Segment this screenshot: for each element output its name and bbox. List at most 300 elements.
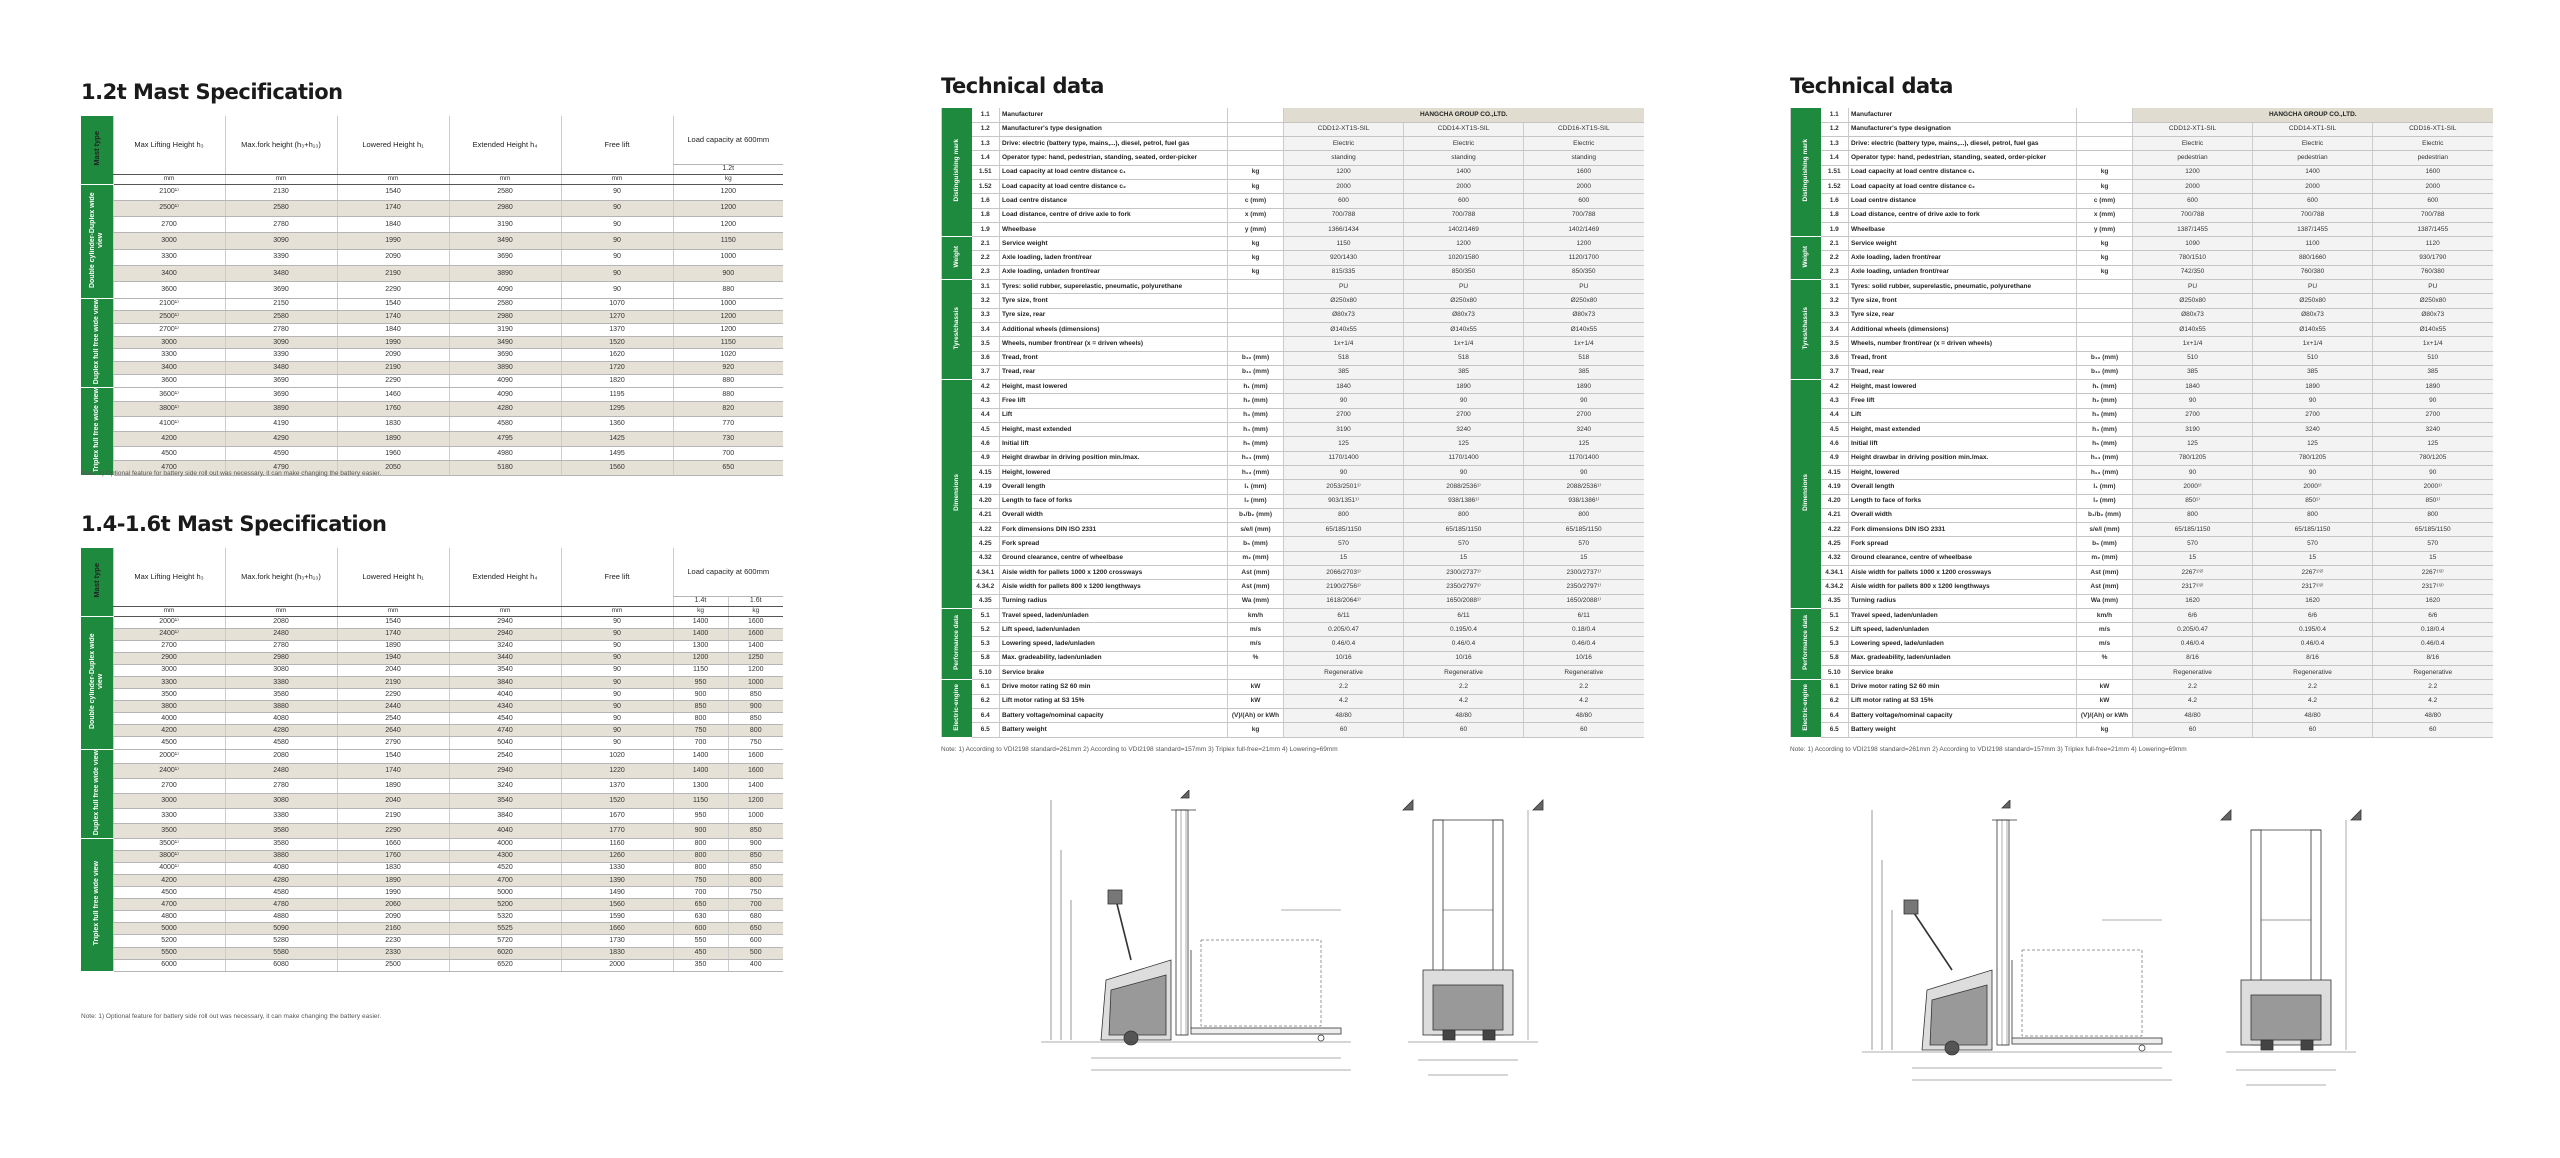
cell: 1170/1400 xyxy=(1284,451,1404,465)
spec-row xyxy=(942,394,1644,408)
cell: 4.34.1 xyxy=(972,566,1000,580)
cell xyxy=(2077,294,2133,308)
cell: kg xyxy=(2077,237,2133,251)
cell: 2700 xyxy=(1284,408,1404,422)
spec-row xyxy=(1791,179,2493,193)
cell: 400 xyxy=(728,959,783,971)
group-name: Tyres/chassis xyxy=(1801,306,1809,350)
cell: mm xyxy=(225,606,337,616)
cell: 3190 xyxy=(1284,423,1404,437)
cell: h₁₃ (mm) xyxy=(1228,465,1284,479)
spec-row xyxy=(942,637,1644,651)
cell: Ast (mm) xyxy=(2077,580,2133,594)
spec-group-label xyxy=(942,280,972,380)
cell: 2900 xyxy=(113,652,225,664)
truck-side-view-drawing xyxy=(1852,800,2182,1090)
cell: 4.20 xyxy=(972,494,1000,508)
cell: 1890 xyxy=(2253,380,2373,394)
cell: 6/6 xyxy=(2253,608,2373,622)
cell: h₃ (mm) xyxy=(2077,408,2133,422)
cell: h₁ (mm) xyxy=(2077,380,2133,394)
cell: 4500 xyxy=(113,887,225,899)
mast1416-table xyxy=(81,548,783,972)
cell: 4.2 xyxy=(1524,694,1644,708)
cell: 5720 xyxy=(449,935,561,947)
spec-group-label xyxy=(942,237,972,280)
cell: 1370 xyxy=(561,323,673,336)
cell: 600 xyxy=(1404,194,1524,208)
spec-row xyxy=(942,523,1644,537)
spec-row xyxy=(1791,122,2493,136)
cell: 90 xyxy=(561,725,673,737)
cell: kg xyxy=(1228,265,1284,279)
cell: Lowering speed, lade/unladen xyxy=(1849,637,2077,651)
table-row xyxy=(81,676,783,688)
cell: Electric xyxy=(1284,137,1404,151)
column-header: Free lift xyxy=(561,116,673,174)
techC-title: Technical data xyxy=(1790,74,1953,98)
cell: Aisle width for pallets 800 x 1200 lengthways xyxy=(1849,580,2077,594)
cell: 3.1 xyxy=(972,280,1000,294)
cell: 1200 xyxy=(728,664,783,676)
cell: Tyres: solid rubber, superelastic, pneumatic, polyurethane xyxy=(1849,280,2077,294)
cell: Lift motor rating at S3 15% xyxy=(1000,694,1228,708)
cell: 3400 xyxy=(113,362,225,375)
cell: m/s xyxy=(1228,623,1284,637)
cell: 518 xyxy=(1404,351,1524,365)
cell: 125 xyxy=(2373,437,2493,451)
cell: 5.2 xyxy=(972,623,1000,637)
table-row xyxy=(81,947,783,959)
cell: Wheelbase xyxy=(1849,222,2077,236)
cell: kW xyxy=(2077,694,2133,708)
cell: Lift motor rating at S3 15% xyxy=(1849,694,2077,708)
table-row xyxy=(81,850,783,862)
cell: 2100¹⁾ xyxy=(113,184,225,200)
cell: 1.3 xyxy=(1821,137,1849,151)
cell: 2700 xyxy=(1404,408,1524,422)
units-row xyxy=(81,174,783,184)
cell: 3380 xyxy=(225,676,337,688)
cell: Height, mast lowered xyxy=(1000,380,1228,394)
cell: 4.32 xyxy=(972,551,1000,565)
cell: 60 xyxy=(2373,723,2493,737)
spec-row xyxy=(942,337,1644,351)
cell: 700 xyxy=(728,899,783,911)
cell: 90 xyxy=(1284,394,1404,408)
cell: 1170/1400 xyxy=(1524,451,1644,465)
cell: mm xyxy=(561,174,673,184)
cell: 1150 xyxy=(1284,237,1404,251)
cell: 15 xyxy=(1404,551,1524,565)
cell: 1150 xyxy=(673,336,783,349)
cell: Electric xyxy=(2253,137,2373,151)
cell: 65/185/1150 xyxy=(2373,523,2493,537)
cell: h₃ (mm) xyxy=(1228,408,1284,422)
cell: 1020/1580 xyxy=(1404,251,1524,265)
cell: 3480 xyxy=(225,265,337,281)
group-name: Triplex full free wide view xyxy=(92,861,100,946)
cell: 742/350 xyxy=(2133,265,2253,279)
cell: b₁₀ (mm) xyxy=(1228,351,1284,365)
cell: 1830 xyxy=(337,417,449,432)
cell: 800 xyxy=(2253,508,2373,522)
cell: 5200 xyxy=(449,899,561,911)
cell: Initial lift xyxy=(1849,437,2077,451)
cell: 1520 xyxy=(561,336,673,349)
cell: 1890 xyxy=(1524,380,1644,394)
cell: 4090 xyxy=(449,374,561,387)
cell: 2.2 xyxy=(2133,680,2253,694)
cell: 1620 xyxy=(2253,594,2373,608)
cell: 5500 xyxy=(113,947,225,959)
cell: Electric xyxy=(1404,137,1524,151)
cell: 1220 xyxy=(561,764,673,779)
cell: Ø80x73 xyxy=(1524,308,1644,322)
cell: 3880 xyxy=(225,850,337,862)
cell: 4.2 xyxy=(2133,694,2253,708)
spec-row xyxy=(942,494,1644,508)
cell: 90 xyxy=(561,628,673,640)
cell: 1540 xyxy=(337,298,449,311)
cell: 2.1 xyxy=(1821,237,1849,251)
cell: 3440 xyxy=(449,652,561,664)
spec-row xyxy=(1791,280,2493,294)
cell: 3400 xyxy=(113,265,225,281)
cell: Service weight xyxy=(1000,237,1228,251)
cell: 700/788 xyxy=(2133,208,2253,222)
spec-row xyxy=(1791,337,2493,351)
cell: 90 xyxy=(1524,394,1644,408)
cell: 1.8 xyxy=(972,208,1000,222)
spec-row xyxy=(942,551,1644,565)
cell: 3.1 xyxy=(1821,280,1849,294)
cell: 90 xyxy=(561,713,673,725)
cell: 1990 xyxy=(337,887,449,899)
table-row xyxy=(81,652,783,664)
cell: 90 xyxy=(561,233,673,249)
cell: 0.46/0.4 xyxy=(1524,637,1644,651)
cell: 3240 xyxy=(2253,423,2373,437)
cell: 4.25 xyxy=(1821,537,1849,551)
cell: 2.2 xyxy=(1404,680,1524,694)
cell: pedestrian xyxy=(2133,151,2253,165)
table-row xyxy=(81,323,783,336)
cell: 125 xyxy=(1404,437,1524,451)
cell: Ø140x55 xyxy=(1524,322,1644,336)
cell: 1120 xyxy=(2373,237,2493,251)
cell: Fork dimensions DIN ISO 2331 xyxy=(1000,523,1228,537)
cell: 2290 xyxy=(337,374,449,387)
cell: 2780 xyxy=(225,217,337,233)
cell: 0.195/0.4 xyxy=(1404,623,1524,637)
spec-row xyxy=(1791,322,2493,336)
cell: 90 xyxy=(561,640,673,652)
cell: 4080 xyxy=(225,862,337,874)
cell: 90 xyxy=(561,249,673,265)
cell: 1x+1/4 xyxy=(2133,337,2253,351)
cell: 2090 xyxy=(337,249,449,265)
cell: 1990 xyxy=(337,233,449,249)
cell: Ø80x73 xyxy=(2133,308,2253,322)
cell: 2700 xyxy=(2133,408,2253,422)
cell: 1.1 xyxy=(1821,108,1849,122)
cell: 2.2 xyxy=(2253,680,2373,694)
cell: l₂ (mm) xyxy=(1228,494,1284,508)
group-name: Electric-engine xyxy=(1801,683,1809,731)
cell: 3300 xyxy=(113,676,225,688)
cell: 903/1351¹⁾ xyxy=(1284,494,1404,508)
cell: 2040 xyxy=(337,794,449,809)
cell: Load capacity at load centre distance c₁ xyxy=(1849,165,2077,179)
cell: kW xyxy=(1228,680,1284,694)
cell: Wa (mm) xyxy=(1228,594,1284,608)
cell: 1840 xyxy=(2133,380,2253,394)
cell: 4280 xyxy=(225,875,337,887)
cell: 10/16 xyxy=(1404,651,1524,665)
cell: % xyxy=(1228,651,1284,665)
group-name: Performance data xyxy=(1801,615,1809,671)
cell: 900 xyxy=(673,823,728,838)
cell: 1540 xyxy=(337,616,449,628)
spec-row xyxy=(1791,437,2493,451)
cell: 6520 xyxy=(449,959,561,971)
cell: 1387/1455 xyxy=(2373,222,2493,236)
cell: b₁/b₂ (mm) xyxy=(1228,508,1284,522)
cell: 90 xyxy=(561,664,673,676)
cell: 2780 xyxy=(225,779,337,794)
cell: 2700¹⁾ xyxy=(113,323,225,336)
cell: 2000 xyxy=(1524,179,1644,193)
cell: 750 xyxy=(728,887,783,899)
cell: 2190 xyxy=(337,362,449,375)
cell: Overall width xyxy=(1849,508,2077,522)
cell: 4.19 xyxy=(1821,480,1849,494)
cell: 15 xyxy=(2373,551,2493,565)
cell: m/s xyxy=(2077,637,2133,651)
cell: 4.21 xyxy=(1821,508,1849,522)
mast-group-label xyxy=(81,749,113,838)
cell xyxy=(2077,151,2133,165)
cell: 60 xyxy=(1524,723,1644,737)
cell: Load distance, centre of drive axle to fork xyxy=(1000,208,1228,222)
cell: 2080 xyxy=(225,749,337,764)
cell: Load capacity at load centre distance c₂ xyxy=(1849,179,2077,193)
cell: Wa (mm) xyxy=(2077,594,2133,608)
cell: 6/6 xyxy=(2373,608,2493,622)
table-row xyxy=(81,959,783,971)
cell: 2317¹⁾²⁾ xyxy=(2373,580,2493,594)
cell: 3190 xyxy=(449,217,561,233)
cell xyxy=(1228,122,1284,136)
cell: 4.34.2 xyxy=(1821,580,1849,594)
header-label: Mast type xyxy=(92,131,102,167)
cell: 6020 xyxy=(449,947,561,959)
cell: 3890 xyxy=(225,402,337,417)
cell: Additional wheels (dimensions) xyxy=(1849,322,2077,336)
cell: y (mm) xyxy=(2077,222,2133,236)
cell: 1200 xyxy=(673,311,783,324)
cell: 2980 xyxy=(449,200,561,216)
cell: 60 xyxy=(1404,723,1524,737)
cell: 1400 xyxy=(673,764,728,779)
cell: 1660 xyxy=(561,923,673,935)
cell: 3580 xyxy=(225,689,337,701)
cell: 600 xyxy=(728,935,783,947)
cell: 2780 xyxy=(225,323,337,336)
cell: 1560 xyxy=(561,899,673,911)
cell: 700 xyxy=(673,446,783,461)
spec-row xyxy=(1791,194,2493,208)
cell: 3.5 xyxy=(1821,337,1849,351)
cell: (V)/(Ah) or kWh xyxy=(1228,708,1284,722)
cell: 1.6t xyxy=(728,596,783,606)
cell: 1020 xyxy=(561,749,673,764)
mast-group-label xyxy=(81,184,113,298)
cell: Free lift xyxy=(1849,394,2077,408)
cell: 2160 xyxy=(337,923,449,935)
cell: 800 xyxy=(2133,508,2253,522)
cell: 1200 xyxy=(673,217,783,233)
cell: 2980 xyxy=(225,652,337,664)
cell: 5525 xyxy=(449,923,561,935)
cell: 4000 xyxy=(113,713,225,725)
cell: 48/80 xyxy=(2253,708,2373,722)
cell: kg xyxy=(1228,723,1284,737)
cell: 3490 xyxy=(449,233,561,249)
cell: 1.51 xyxy=(1821,165,1849,179)
cell: kg xyxy=(2077,265,2133,279)
cell: 2100¹⁾ xyxy=(113,298,225,311)
cell: h₄ (mm) xyxy=(1228,423,1284,437)
cell: Ø80x73 xyxy=(2253,308,2373,322)
cell: 500 xyxy=(728,947,783,959)
cell: 1200 xyxy=(728,794,783,809)
cell: Regenerative xyxy=(1524,666,1644,680)
cell: 4.2 xyxy=(2253,694,2373,708)
cell: kg xyxy=(2077,179,2133,193)
techB-note: Note: 1) According to VDI2198 standard=261mm 2) According to VDI2198 standard=157mm 3) Triplex full-free=21mm 4) Lowering=69mm xyxy=(941,746,1338,753)
cell: b₁₀ (mm) xyxy=(2077,351,2133,365)
spec-row xyxy=(1791,594,2493,608)
cell: 0.46/0.4 xyxy=(2253,637,2373,651)
cell: mm xyxy=(337,606,449,616)
cell: 4340 xyxy=(449,701,561,713)
spec-row xyxy=(1791,480,2493,494)
group-name: Double cylinder-Duplex wide view xyxy=(88,633,104,729)
table-row xyxy=(81,431,783,446)
cell: 4780 xyxy=(225,899,337,911)
cell: b₁₁ (mm) xyxy=(1228,365,1284,379)
cell: 4290 xyxy=(225,431,337,446)
cell: 630 xyxy=(673,911,728,923)
group-name: Weight xyxy=(952,245,960,268)
cell: 1200 xyxy=(673,323,783,336)
cell: 2000¹⁾ xyxy=(2373,480,2493,494)
cell: 5000 xyxy=(113,923,225,935)
cell: 6.4 xyxy=(1821,708,1849,722)
cell: 2080 xyxy=(225,616,337,628)
cell: h₅ (mm) xyxy=(2077,437,2133,451)
cell: Load distance, centre of drive axle to fork xyxy=(1849,208,2077,222)
cell: 1366/1434 xyxy=(1284,222,1404,236)
cell: Axle loading, unladen front/rear xyxy=(1849,265,2077,279)
cell: 1300 xyxy=(673,779,728,794)
cell: Fork dimensions DIN ISO 2331 xyxy=(1849,523,2077,537)
cell: 1940 xyxy=(337,652,449,664)
cell: 1460 xyxy=(337,387,449,402)
cell: 2440 xyxy=(337,701,449,713)
cell: 1990 xyxy=(337,336,449,349)
cell: 4.32 xyxy=(1821,551,1849,565)
cell: 3.3 xyxy=(1821,308,1849,322)
spec-row xyxy=(1791,265,2493,279)
cell: 930/1790 xyxy=(2373,251,2493,265)
cell: 2300/2737¹⁾ xyxy=(1404,566,1524,580)
cell: 4300 xyxy=(449,850,561,862)
cell: 570 xyxy=(1284,537,1404,551)
cell: 1200 xyxy=(673,652,728,664)
spec-row xyxy=(1791,608,2493,622)
cell: 600 xyxy=(1284,194,1404,208)
cell: 3890 xyxy=(449,265,561,281)
table-row xyxy=(81,374,783,387)
cell: 3390 xyxy=(225,249,337,265)
cell: kW xyxy=(2077,680,2133,694)
cell: 2480 xyxy=(225,628,337,640)
mast12-title: 1.2t Mast Specification xyxy=(81,80,343,104)
cell: Ast (mm) xyxy=(1228,580,1284,594)
cell: 2500¹⁾ xyxy=(113,200,225,216)
cell: 850 xyxy=(728,823,783,838)
cell: 800 xyxy=(673,838,728,850)
cell: 1730 xyxy=(561,935,673,947)
cell: l₂ (mm) xyxy=(2077,494,2133,508)
cell: 1387/1455 xyxy=(2253,222,2373,236)
cell: 850¹⁾ xyxy=(2253,494,2373,508)
cell: Axle loading, laden front/rear xyxy=(1849,251,2077,265)
column-header: Lowered Height h₁ xyxy=(337,116,449,174)
cell: 1170/1400 xyxy=(1404,451,1524,465)
spec-group-label xyxy=(1791,608,1821,679)
cell: 90 xyxy=(2253,465,2373,479)
cell: 1.9 xyxy=(972,222,1000,236)
cell: m/s xyxy=(1228,637,1284,651)
page-tech-data-sil xyxy=(1706,0,2559,1158)
cell: 90 xyxy=(561,676,673,688)
cell: 650 xyxy=(673,899,728,911)
cell: m/s xyxy=(2077,623,2133,637)
cell: 2190 xyxy=(337,808,449,823)
cell xyxy=(2077,122,2133,136)
cell: 2640 xyxy=(337,725,449,737)
cell: kg xyxy=(1228,165,1284,179)
cell: 1400 xyxy=(728,779,783,794)
cell: 3690 xyxy=(225,387,337,402)
cell: 820 xyxy=(673,402,783,417)
table-row xyxy=(81,616,783,628)
spec-row xyxy=(1791,365,2493,379)
cell: Tyres: solid rubber, superelastic, pneumatic, polyurethane xyxy=(1000,280,1228,294)
cell: Regenerative xyxy=(2253,666,2373,680)
table-row xyxy=(81,838,783,850)
cell: Ø250x80 xyxy=(1524,294,1644,308)
cell: 1830 xyxy=(561,947,673,959)
cell: Service weight xyxy=(1849,237,2077,251)
cell: 5.10 xyxy=(1821,666,1849,680)
cell: (V)/(Ah) or kWh xyxy=(2077,708,2133,722)
cell: 3190 xyxy=(2133,423,2253,437)
